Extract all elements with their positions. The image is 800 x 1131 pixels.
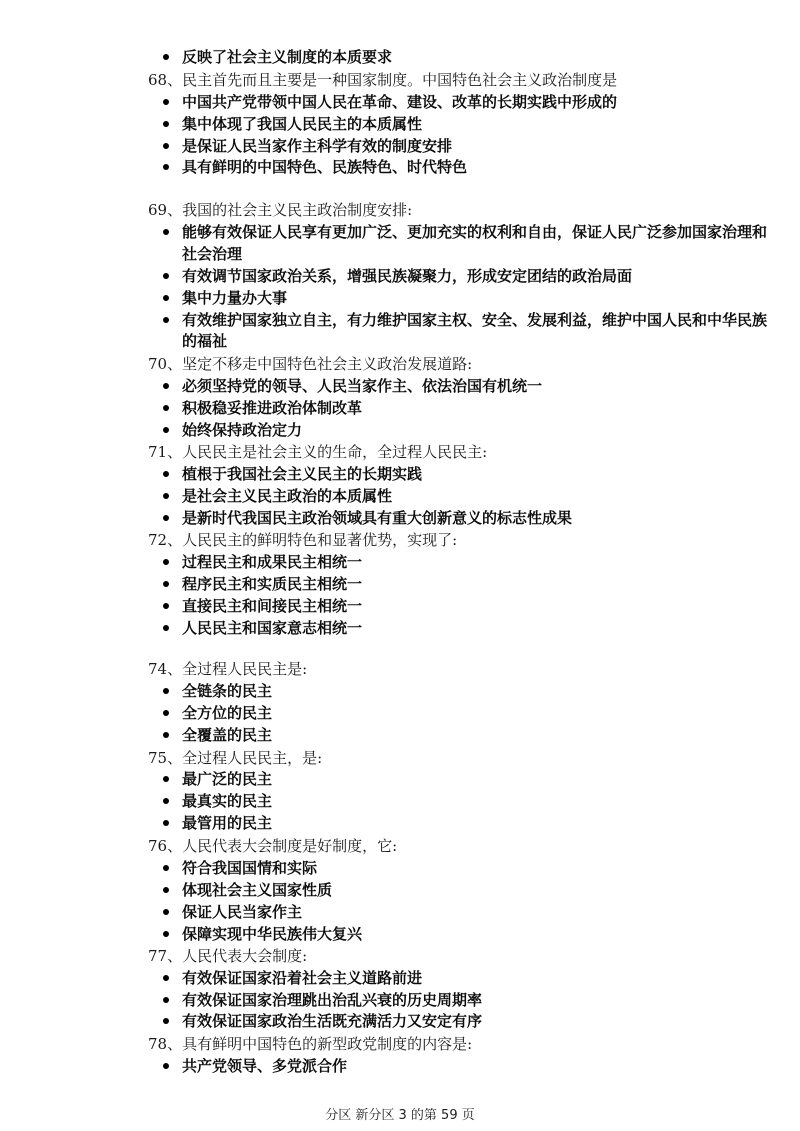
bullet-item: 有效保证国家政治生活既充满活力又安定有序 — [182, 1012, 483, 1030]
bullet-item: 集中力量办大事 — [182, 289, 288, 307]
bullet-item: 共产党领导、多党派合作 — [182, 1057, 348, 1075]
bullet-icon — [163, 732, 169, 738]
bullet-item: 具有鲜明的中国特色、民族特色、时代特色 — [182, 158, 468, 176]
bullet-item: 积极稳妥推进政治体制改革 — [182, 399, 363, 417]
bullet-icon — [163, 471, 169, 477]
bullet-icon — [163, 229, 169, 235]
bullet-icon — [163, 887, 169, 893]
bullet-item: 有效调节国家政治关系，增强民族凝聚力，形成安定团结的政治局面 — [182, 267, 633, 285]
bullet-item: 全覆盖的民主 — [182, 726, 273, 744]
bullet-item: 有效保证国家沿着社会主义道路前进 — [182, 969, 423, 987]
bullet-icon — [163, 515, 169, 521]
bullet-item: 保证人民当家作主 — [182, 903, 303, 921]
section-heading: 69、我国的社会主义民主政治制度安排: — [148, 201, 413, 219]
bullet-item: 最管用的民主 — [182, 814, 273, 832]
bullet-item: 植根于我国社会主义民主的长期实践 — [182, 465, 423, 483]
bullet-icon — [163, 383, 169, 389]
bullet-icon — [163, 603, 169, 609]
bullet-item: 反映了社会主义制度的本质要求 — [182, 48, 393, 66]
bullet-icon — [163, 273, 169, 279]
bullet-icon — [163, 798, 169, 804]
bullet-icon — [163, 909, 169, 915]
bullet-item: 有效维护国家独立自主，有力维护国家主权、安全、发展利益，维护中国人民和中华民族 — [182, 311, 768, 329]
bullet-icon — [163, 1063, 169, 1069]
bullet-icon — [163, 975, 169, 981]
bullet-icon — [163, 1018, 169, 1024]
bullet-item: 中国共产党带领中国人民在革命、建设、改革的长期实践中形成的 — [182, 93, 618, 111]
section-heading: 72、人民民主的鲜明特色和显著优势，实现了: — [148, 531, 458, 549]
section-heading: 78、具有鲜明中国特色的新型政党制度的内容是: — [148, 1035, 473, 1053]
bullet-icon — [163, 405, 169, 411]
bullet-item: 最真实的民主 — [182, 792, 273, 810]
bullet-icon — [163, 317, 169, 323]
bullet-icon — [163, 931, 169, 937]
bullet-icon — [163, 776, 169, 782]
section-heading: 74、全过程人民民主是: — [148, 660, 308, 678]
bullet-item: 是新时代我国民主政治领域具有重大创新意义的标志性成果 — [182, 509, 573, 527]
bullet-icon — [163, 865, 169, 871]
bullet-item: 有效保证国家治理跳出治乱兴衰的历史周期率 — [182, 991, 483, 1009]
bullet-item: 始终保持政治定力 — [182, 421, 303, 439]
bullet-continuation: 的福祉 — [182, 332, 228, 350]
bullet-item: 必须坚持党的领导、人民当家作主、依法治国有机统一 — [182, 377, 543, 395]
bullet-icon — [163, 710, 169, 716]
bullet-item: 符合我国国情和实际 — [182, 859, 318, 877]
bullet-icon — [163, 997, 169, 1003]
bullet-icon — [163, 820, 169, 826]
bullet-item: 集中体现了我国人民民主的本质属性 — [182, 115, 423, 133]
bullet-item: 人民民主和国家意志相统一 — [182, 619, 363, 637]
bullet-icon — [163, 427, 169, 433]
bullet-item: 全链条的民主 — [182, 682, 273, 700]
section-heading: 77、人民代表大会制度: — [148, 947, 308, 965]
bullet-icon — [163, 99, 169, 105]
bullet-icon — [163, 559, 169, 565]
bullet-item: 全方位的民主 — [182, 704, 273, 722]
bullet-item: 体现社会主义国家性质 — [182, 881, 333, 899]
section-heading: 68、民主首先而且主要是一种国家制度。中国特色社会主义政治制度是 — [148, 71, 618, 89]
bullet-icon — [163, 493, 169, 499]
bullet-icon — [163, 581, 169, 587]
bullet-item: 是保证人民当家作主科学有效的制度安排 — [182, 137, 453, 155]
bullet-icon — [163, 164, 169, 170]
bullet-item: 能够有效保证人民享有更加广泛、更加充实的权利和自由，保证人民广泛参加国家治理和 — [182, 223, 768, 241]
section-heading: 71、人民民主是社会主义的生命，全过程人民民主: — [148, 443, 488, 461]
bullet-item: 直接民主和间接民主相统一 — [182, 597, 363, 615]
bullet-icon — [163, 625, 169, 631]
bullet-icon — [163, 121, 169, 127]
bullet-item: 保障实现中华民族伟大复兴 — [182, 925, 363, 943]
bullet-icon — [163, 688, 169, 694]
bullet-icon — [163, 54, 169, 60]
section-heading: 76、人民代表大会制度是好制度，它: — [148, 837, 398, 855]
section-heading: 70、坚定不移走中国特色社会主义政治发展道路: — [148, 355, 473, 373]
section-heading: 75、全过程人民民主，是: — [148, 749, 323, 767]
bullet-icon — [163, 295, 169, 301]
bullet-item: 程序民主和实质民主相统一 — [182, 575, 363, 593]
bullet-continuation: 社会治理 — [182, 245, 243, 263]
bullet-item: 过程民主和成果民主相统一 — [182, 553, 363, 571]
bullet-icon — [163, 143, 169, 149]
bullet-item: 是社会主义民主政治的本质属性 — [182, 487, 393, 505]
bullet-item: 最广泛的民主 — [182, 770, 273, 788]
page-footer: 分区 新分区 3 的第 59 页 — [325, 1108, 475, 1123]
